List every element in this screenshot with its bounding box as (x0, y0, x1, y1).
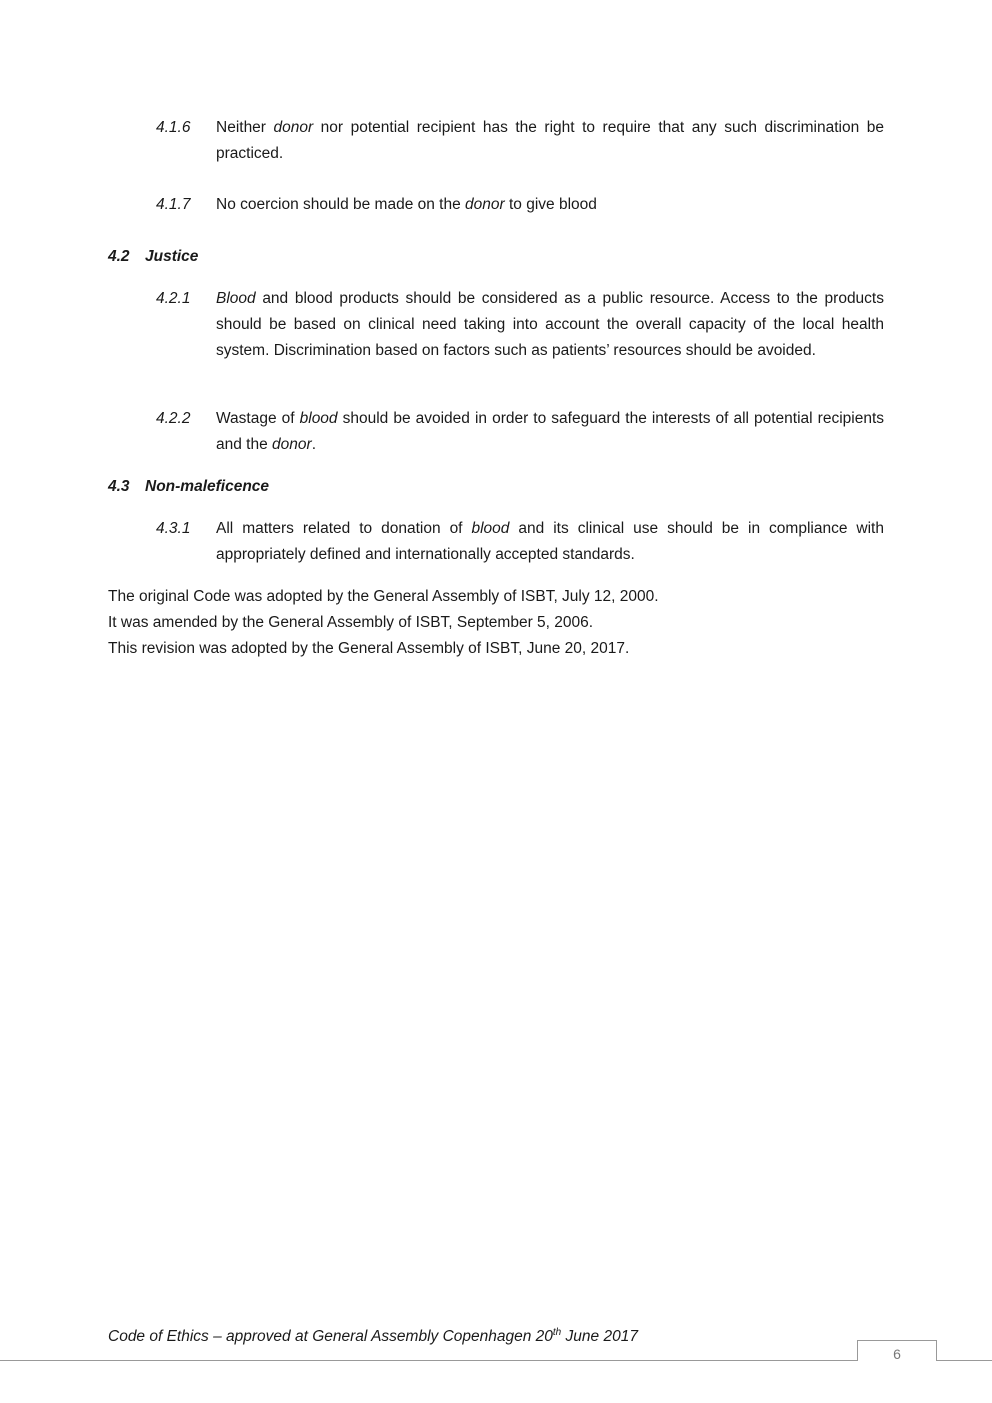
clause-4-1-6 (156, 115, 884, 167)
footer-rule-right (936, 1360, 992, 1361)
clause-4-2-1 (156, 286, 884, 364)
section-number: 4.3 (108, 478, 130, 495)
section-heading-4-2 (108, 244, 198, 270)
clause-text: Blood and blood products should be considered as a public resource. Access to the products should be based on clinical need taking into account the overall capacity of the local health system. Discrimination based on factors such as patients’ resources should be avoided. (216, 290, 884, 359)
clause-text: Wastage of blood should be avoided in order to safeguard the interests of all potential recipients and the donor. (216, 410, 884, 453)
section-title: Justice (145, 248, 199, 265)
revision-note: This revision was adopted by the General Assembly of ISBT, June 20, 2017. (108, 640, 630, 657)
section-heading-4-3 (108, 474, 269, 500)
clause-text: No coercion should be made on the donor to give blood (216, 196, 597, 213)
amendment-note: It was amended by the General Assembly of ISBT, September 5, 2006. (108, 614, 594, 631)
clause-4-1-7 (156, 192, 884, 218)
section-number: 4.2 (108, 248, 130, 265)
clause-text: All matters related to donation of blood and its clinical use should be in compliance with appropriately defined and internationally accepted standards. (216, 520, 884, 563)
footer-rule-left (0, 1360, 858, 1361)
clause-number: 4.2.2 (156, 410, 191, 427)
clause-number: 4.1.6 (156, 119, 191, 136)
section-title: Non-maleficence (145, 478, 270, 495)
clause-number: 4.2.1 (156, 290, 191, 307)
clause-number: 4.1.7 (156, 196, 191, 213)
clause-4-3-1 (156, 516, 884, 568)
clause-text: Neither donor nor potential recipient has the right to require that any such discrimination be practiced. (216, 119, 884, 162)
page-number: 6 (893, 1346, 901, 1362)
clause-number: 4.3.1 (156, 520, 191, 537)
clause-4-2-2 (156, 406, 884, 458)
adoption-note: The original Code was adopted by the General Assembly of ISBT, July 12, 2000. (108, 588, 659, 605)
footer-title: Code of Ethics – approved at General Assembly Copenhagen 20th June 2017 (108, 1327, 638, 1346)
